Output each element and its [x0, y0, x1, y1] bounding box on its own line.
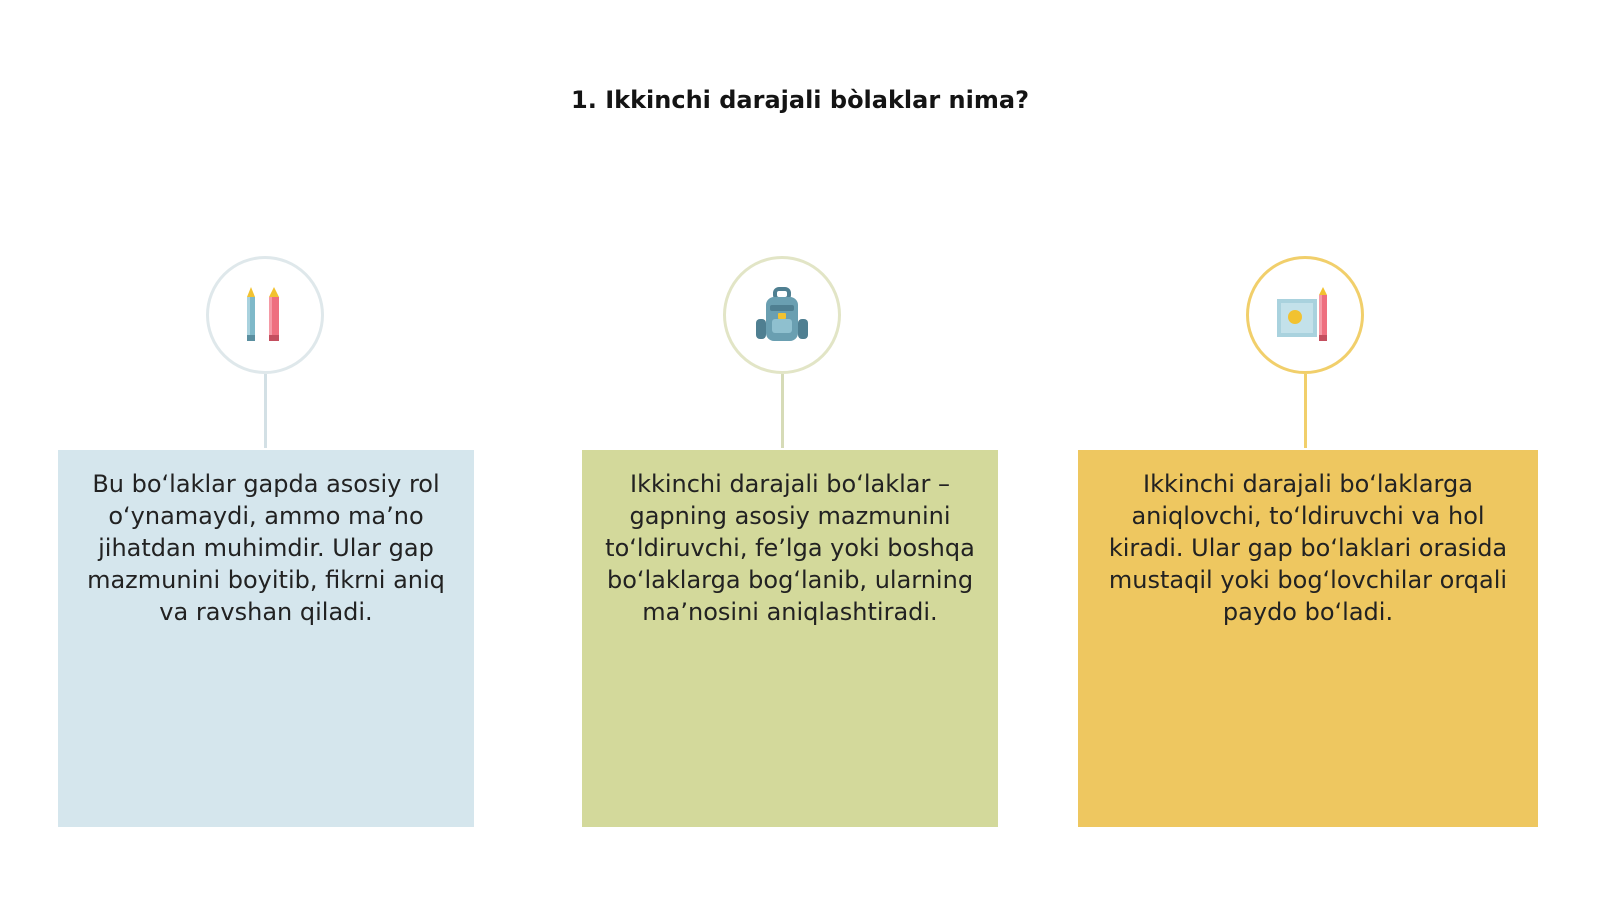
card-1-text: Bu bo‘laklar gapda asosiy rol o‘ynamaydi, ammo ma’no jihatdan muhimdir. Ular gap mazmunini boyitib, fikrni aniq va ravshan qiladi.: [87, 470, 445, 626]
connector-line-2: [781, 374, 784, 448]
connector-line-1: [264, 374, 267, 448]
info-card-2: [582, 450, 998, 827]
card-3-text: Ikkinchi darajali bo‘laklarga aniqlovchi, to‘ldiruvchi va hol kiradi. Ular gap bo‘laklari orasida mustaqil yoki bog‘lovchilar orqali paydo bo‘ladi.: [1108, 470, 1508, 626]
icon-circle-2: [723, 256, 841, 374]
connector-line-3: [1304, 374, 1307, 448]
backpack-icon: [752, 285, 812, 345]
pencils-icon: [239, 285, 291, 345]
info-card-3: [1078, 450, 1538, 827]
icon-circle-3: [1246, 256, 1364, 374]
icon-circle-1: [206, 256, 324, 374]
drawing-icon: [1273, 285, 1337, 345]
slide-title: 1. Ikkinchi darajali bòlaklar nima?: [571, 86, 1029, 114]
card-2-text: Ikkinchi darajali bo‘laklar – gapning asosiy mazmunini to‘ldiruvchi, fe’lga yoki boshqa bo‘laklarga bog‘lanib, ularning ma’nosini aniqlashtiradi.: [605, 470, 975, 626]
info-card-1: [58, 450, 474, 827]
